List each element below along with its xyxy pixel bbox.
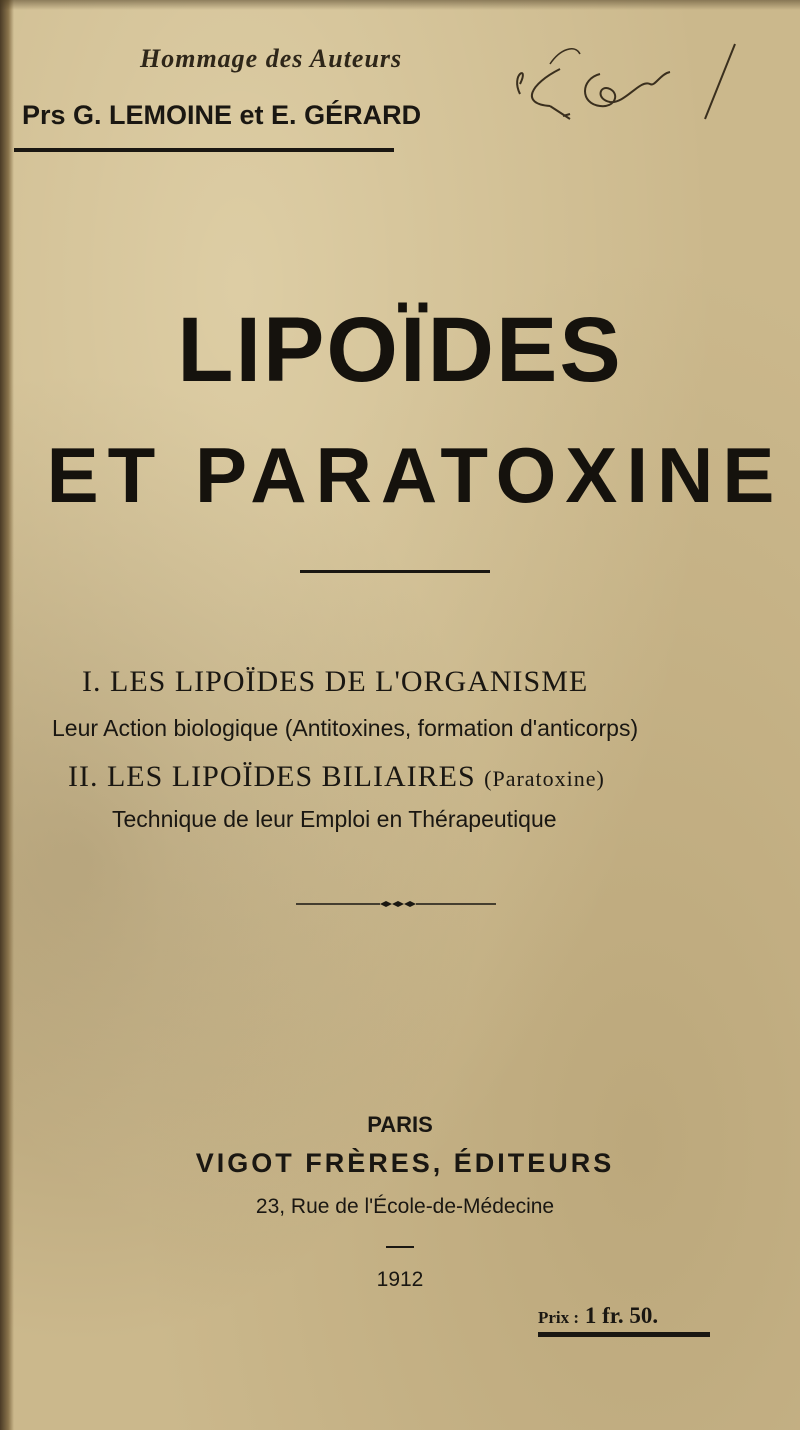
- price-underline: [538, 1332, 710, 1337]
- title-line-2: ET PARATOXINE: [46, 431, 784, 519]
- publication-year: 1912: [376, 1268, 424, 1291]
- publisher: VIGOT FRÈRES, ÉDITEURS: [195, 1148, 615, 1178]
- price-value: 1 fr. 50.: [584, 1303, 659, 1328]
- authors: Prs G. LEMOINE et E. GÉRARD: [22, 100, 422, 130]
- section-2-paren: (Paratoxine): [484, 766, 605, 791]
- ornament-divider: [296, 900, 496, 908]
- section-2-heading: [68, 760, 605, 794]
- publisher-address: 23, Rue de l'École-de-Médecine: [255, 1195, 555, 1218]
- title-line-1: LIPOÏDES: [177, 299, 623, 401]
- handwritten-signature: [450, 24, 750, 134]
- publication-city: PARIS: [367, 1112, 433, 1137]
- section-2-title: II. LES LIPOÏDES BILIAIRES: [68, 760, 476, 793]
- section-2-description: Technique de leur Emploi en Thérapeutique: [112, 806, 557, 832]
- page-top-shadow: [0, 0, 800, 10]
- price-label: Prix :: [538, 1308, 580, 1327]
- title-rule: [300, 570, 490, 573]
- header-rule: [14, 148, 394, 152]
- dedication-inscription: Hommage des Auteurs: [140, 44, 403, 73]
- price: [538, 1303, 658, 1329]
- section-1-title: I. LES LIPOÏDES DE L'ORGANISME: [82, 665, 589, 698]
- small-rule: [386, 1246, 414, 1248]
- section-1-description: Leur Action biologique (Antitoxines, formation d'anticorps): [52, 715, 639, 741]
